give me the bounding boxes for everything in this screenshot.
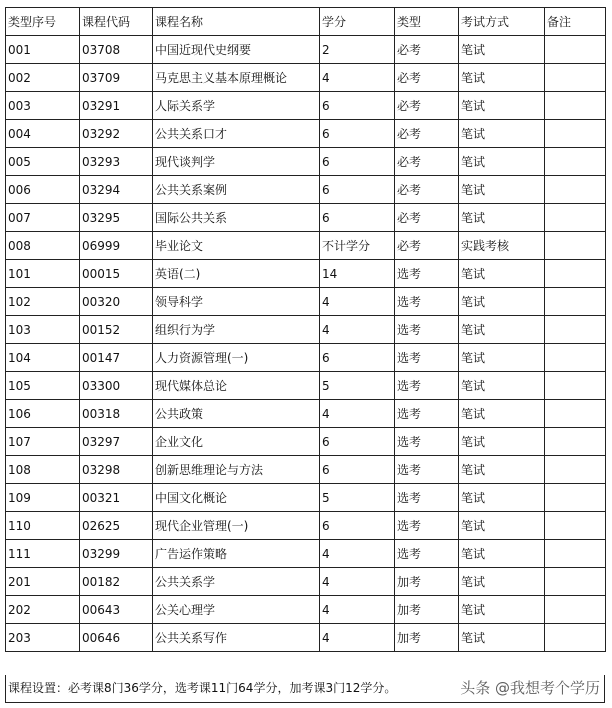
exam-cell: 笔试 — [459, 36, 545, 64]
type-cell: 必考 — [395, 204, 459, 232]
table-row — [6, 512, 606, 540]
header-cell-type-no: 类型序号 — [6, 8, 80, 36]
type-no-cell: 007 — [6, 204, 80, 232]
exam-cell: 笔试 — [459, 148, 545, 176]
type-no-cell: 107 — [6, 428, 80, 456]
table-row — [6, 596, 606, 624]
type-cell: 选考 — [395, 484, 459, 512]
code-cell: 00320 — [80, 288, 153, 316]
credits-cell: 6 — [320, 344, 395, 372]
remark-cell — [545, 568, 606, 596]
name-cell: 现代媒体总论 — [153, 372, 320, 400]
header-cell-name: 课程名称 — [153, 8, 320, 36]
name-cell: 公共关系案例 — [153, 176, 320, 204]
code-cell: 03708 — [80, 36, 153, 64]
remark-cell — [545, 624, 606, 652]
code-cell: 00182 — [80, 568, 153, 596]
exam-cell: 笔试 — [459, 204, 545, 232]
remark-cell — [545, 64, 606, 92]
code-cell: 03293 — [80, 148, 153, 176]
table-row — [6, 484, 606, 512]
name-cell: 公共关系写作 — [153, 624, 320, 652]
remark-cell — [545, 540, 606, 568]
table-row — [6, 148, 606, 176]
table-row — [6, 568, 606, 596]
credits-cell: 4 — [320, 568, 395, 596]
table-row — [6, 120, 606, 148]
credits-cell: 5 — [320, 372, 395, 400]
header-cell-exam: 考试方式 — [459, 8, 545, 36]
credits-cell: 4 — [320, 64, 395, 92]
exam-cell: 笔试 — [459, 316, 545, 344]
exam-cell: 笔试 — [459, 260, 545, 288]
code-cell: 03294 — [80, 176, 153, 204]
type-cell: 必考 — [395, 64, 459, 92]
name-cell: 公共关系口才 — [153, 120, 320, 148]
exam-cell: 笔试 — [459, 92, 545, 120]
table-row — [6, 36, 606, 64]
table-row — [6, 64, 606, 92]
type-cell: 选考 — [395, 372, 459, 400]
name-cell: 领导科学 — [153, 288, 320, 316]
exam-cell: 笔试 — [459, 288, 545, 316]
credits-cell: 6 — [320, 148, 395, 176]
code-cell: 00152 — [80, 316, 153, 344]
credits-cell: 4 — [320, 596, 395, 624]
table-row — [6, 288, 606, 316]
exam-cell: 笔试 — [459, 400, 545, 428]
code-cell: 03292 — [80, 120, 153, 148]
name-cell: 企业文化 — [153, 428, 320, 456]
code-cell: 02625 — [80, 512, 153, 540]
credits-cell: 4 — [320, 624, 395, 652]
remark-cell — [545, 92, 606, 120]
remark-cell — [545, 512, 606, 540]
header-cell-code: 课程代码 — [80, 8, 153, 36]
table-row — [6, 400, 606, 428]
type-no-cell: 201 — [6, 568, 80, 596]
header-cell-remark: 备注 — [545, 8, 606, 36]
table-row — [6, 176, 606, 204]
credits-cell: 4 — [320, 400, 395, 428]
type-no-cell: 108 — [6, 456, 80, 484]
code-cell: 03295 — [80, 204, 153, 232]
type-no-cell: 202 — [6, 596, 80, 624]
footer-note: 课程设置：必考课8门36学分，选考课11门64学分，加考课3门12学分。 — [5, 675, 605, 703]
credits-cell: 4 — [320, 316, 395, 344]
header-cell-type: 类型 — [395, 8, 459, 36]
table-row — [6, 456, 606, 484]
type-no-cell: 106 — [6, 400, 80, 428]
code-cell: 03709 — [80, 64, 153, 92]
type-cell: 必考 — [395, 148, 459, 176]
type-no-cell: 103 — [6, 316, 80, 344]
code-cell: 03291 — [80, 92, 153, 120]
remark-cell — [545, 400, 606, 428]
table-row — [6, 540, 606, 568]
name-cell: 中国文化概论 — [153, 484, 320, 512]
code-cell: 00147 — [80, 344, 153, 372]
table-row — [6, 232, 606, 260]
watermark: 头条 @我想考个学历 — [460, 679, 600, 697]
credits-cell: 4 — [320, 540, 395, 568]
name-cell: 现代企业管理(一) — [153, 512, 320, 540]
table-row — [6, 624, 606, 652]
type-cell: 选考 — [395, 400, 459, 428]
type-cell: 必考 — [395, 120, 459, 148]
remark-cell — [545, 316, 606, 344]
exam-cell: 笔试 — [459, 540, 545, 568]
credits-cell: 14 — [320, 260, 395, 288]
table-row — [6, 260, 606, 288]
code-cell: 00015 — [80, 260, 153, 288]
remark-cell — [545, 204, 606, 232]
credits-cell: 6 — [320, 428, 395, 456]
name-cell: 毕业论文 — [153, 232, 320, 260]
type-no-cell: 006 — [6, 176, 80, 204]
name-cell: 公共政策 — [153, 400, 320, 428]
header-row — [6, 8, 606, 36]
type-cell: 选考 — [395, 540, 459, 568]
exam-cell: 笔试 — [459, 428, 545, 456]
exam-cell: 笔试 — [459, 624, 545, 652]
credits-cell: 不计学分 — [320, 232, 395, 260]
name-cell: 组织行为学 — [153, 316, 320, 344]
table-row — [6, 428, 606, 456]
exam-cell: 实践考核 — [459, 232, 545, 260]
credits-cell: 6 — [320, 120, 395, 148]
remark-cell — [545, 288, 606, 316]
code-cell: 06999 — [80, 232, 153, 260]
name-cell: 英语(二) — [153, 260, 320, 288]
type-cell: 选考 — [395, 512, 459, 540]
code-cell: 03298 — [80, 456, 153, 484]
table-body — [6, 36, 606, 652]
credits-cell: 6 — [320, 176, 395, 204]
credits-cell: 6 — [320, 92, 395, 120]
type-cell: 加考 — [395, 624, 459, 652]
type-cell: 选考 — [395, 428, 459, 456]
table-row — [6, 344, 606, 372]
type-cell: 选考 — [395, 344, 459, 372]
name-cell: 广告运作策略 — [153, 540, 320, 568]
type-no-cell: 104 — [6, 344, 80, 372]
type-cell: 加考 — [395, 568, 459, 596]
remark-cell — [545, 596, 606, 624]
type-no-cell: 105 — [6, 372, 80, 400]
remark-cell — [545, 344, 606, 372]
exam-cell: 笔试 — [459, 372, 545, 400]
credits-cell: 6 — [320, 204, 395, 232]
type-cell: 选考 — [395, 316, 459, 344]
remark-cell — [545, 428, 606, 456]
exam-cell: 笔试 — [459, 568, 545, 596]
table-row — [6, 92, 606, 120]
credits-cell: 6 — [320, 456, 395, 484]
exam-cell: 笔试 — [459, 120, 545, 148]
exam-cell: 笔试 — [459, 512, 545, 540]
type-no-cell: 004 — [6, 120, 80, 148]
name-cell: 现代谈判学 — [153, 148, 320, 176]
type-no-cell: 101 — [6, 260, 80, 288]
code-cell: 00643 — [80, 596, 153, 624]
type-no-cell: 109 — [6, 484, 80, 512]
credits-cell: 5 — [320, 484, 395, 512]
remark-cell — [545, 372, 606, 400]
code-cell: 03297 — [80, 428, 153, 456]
type-cell: 必考 — [395, 36, 459, 64]
name-cell: 公关心理学 — [153, 596, 320, 624]
type-no-cell: 001 — [6, 36, 80, 64]
type-no-cell: 005 — [6, 148, 80, 176]
exam-cell: 笔试 — [459, 484, 545, 512]
code-cell: 03300 — [80, 372, 153, 400]
remark-cell — [545, 36, 606, 64]
code-cell: 00318 — [80, 400, 153, 428]
table-row — [6, 204, 606, 232]
type-no-cell: 203 — [6, 624, 80, 652]
credits-cell: 2 — [320, 36, 395, 64]
name-cell: 人际关系学 — [153, 92, 320, 120]
type-cell: 选考 — [395, 260, 459, 288]
exam-cell: 笔试 — [459, 64, 545, 92]
exam-cell: 笔试 — [459, 596, 545, 624]
name-cell: 创新思维理论与方法 — [153, 456, 320, 484]
type-cell: 选考 — [395, 288, 459, 316]
name-cell: 人力资源管理(一) — [153, 344, 320, 372]
type-no-cell: 110 — [6, 512, 80, 540]
code-cell: 03299 — [80, 540, 153, 568]
exam-cell: 笔试 — [459, 344, 545, 372]
type-no-cell: 003 — [6, 92, 80, 120]
remark-cell — [545, 120, 606, 148]
type-cell: 选考 — [395, 456, 459, 484]
credits-cell: 6 — [320, 512, 395, 540]
remark-cell — [545, 484, 606, 512]
exam-cell: 笔试 — [459, 176, 545, 204]
type-cell: 必考 — [395, 232, 459, 260]
type-no-cell: 008 — [6, 232, 80, 260]
type-no-cell: 111 — [6, 540, 80, 568]
type-cell: 必考 — [395, 92, 459, 120]
table-row — [6, 372, 606, 400]
type-cell: 加考 — [395, 596, 459, 624]
remark-cell — [545, 260, 606, 288]
name-cell: 马克思主义基本原理概论 — [153, 64, 320, 92]
code-cell: 00646 — [80, 624, 153, 652]
name-cell: 中国近现代史纲要 — [153, 36, 320, 64]
header-cell-credits: 学分 — [320, 8, 395, 36]
table-row — [6, 316, 606, 344]
exam-cell: 笔试 — [459, 456, 545, 484]
remark-cell — [545, 232, 606, 260]
type-no-cell: 002 — [6, 64, 80, 92]
name-cell: 国际公共关系 — [153, 204, 320, 232]
credits-cell: 4 — [320, 288, 395, 316]
code-cell: 00321 — [80, 484, 153, 512]
remark-cell — [545, 456, 606, 484]
type-no-cell: 102 — [6, 288, 80, 316]
remark-cell — [545, 148, 606, 176]
remark-cell — [545, 176, 606, 204]
type-cell: 必考 — [395, 176, 459, 204]
course-table — [5, 7, 606, 652]
name-cell: 公共关系学 — [153, 568, 320, 596]
